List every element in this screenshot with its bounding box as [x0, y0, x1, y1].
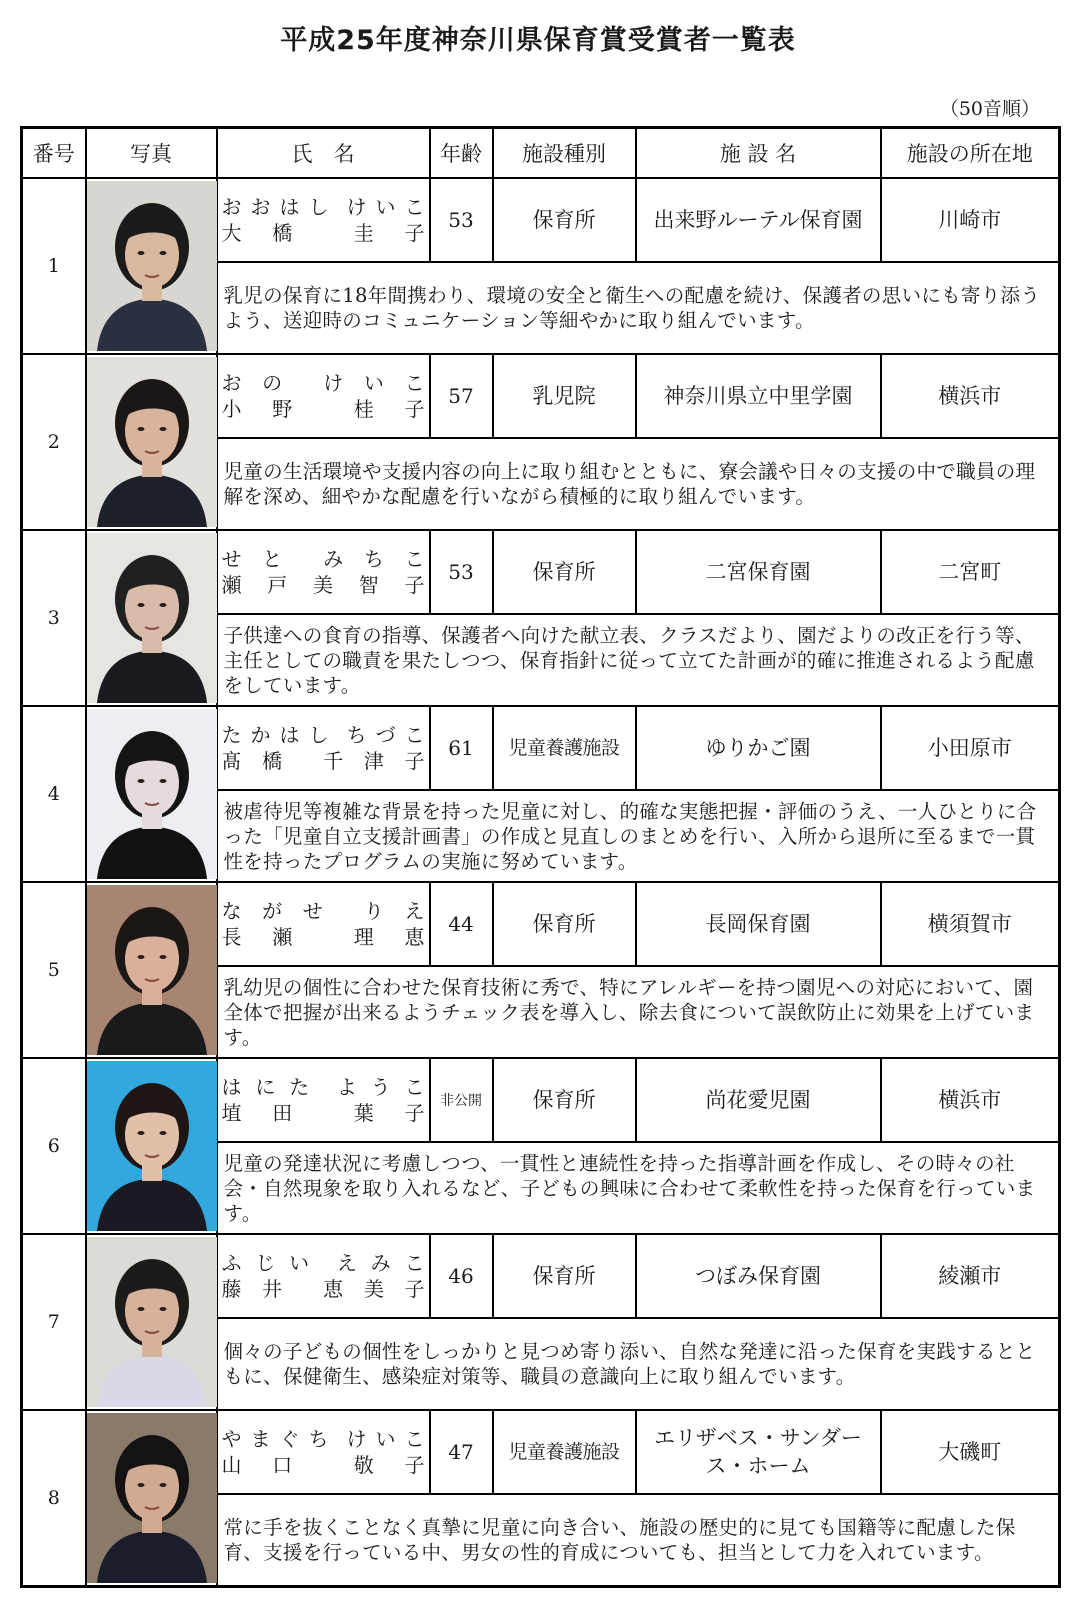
name-reading [222, 1074, 425, 1100]
header-name: 氏 名 [217, 128, 430, 179]
recipient-description: 乳幼児の個性に合わせた保育技術に秀で、特にアレルギーを持つ園児への対応において、園全体で把握が出来るようチェック表を導入し、除去食について誤飲防止に効果を上げています。 [217, 966, 1060, 1058]
recipient-name [217, 1410, 430, 1494]
header-facility-name: 施 設 名 [636, 128, 881, 179]
name-reading-char: こ [404, 1075, 425, 1099]
name-reading [222, 546, 425, 572]
recipient-photo [86, 1058, 217, 1234]
name-kanji-char: 美 [363, 1277, 384, 1301]
header-number: 番号 [22, 128, 86, 179]
name-kanji-char: 髙 [221, 749, 242, 773]
recipient-photo [86, 882, 217, 1058]
recipient-row [22, 354, 1060, 438]
recipient-description: 個々の子どもの個性をしっかりと見つめ寄り添い、自然な発達に沿った保育を実践するとともに、保健衛生、感染症対策等、職員の意識向上に取り組んでいます。 [217, 1318, 1060, 1410]
recipient-description: 児童の発達状況に考慮しつつ、一貫性と連続性を持った指導計画を作成し、その時々の社会・自然現象を取り入れるなど、子どもの興味に合わせて柔軟性を持った保育を行っています。 [217, 1142, 1060, 1234]
recipient-photo [86, 1410, 217, 1587]
name-reading-char: お [250, 195, 271, 219]
recipient-row [22, 706, 1060, 790]
name-reading-char: は [279, 723, 300, 747]
name-reading-char: ち [308, 1427, 329, 1451]
portrait-image [87, 709, 217, 879]
header-row [22, 128, 1060, 179]
name-reading [222, 194, 425, 220]
name-reading-char: え [404, 899, 425, 923]
recipient-name [217, 1058, 430, 1142]
recipient-name [217, 882, 430, 966]
name-kanji-char: 戸 [267, 573, 288, 597]
recipient-row [22, 882, 1060, 966]
recipient-row [22, 1410, 1060, 1494]
recipient-age: 46 [430, 1234, 493, 1318]
recipient-description: 児童の生活環境や支援内容の向上に取り組むとともに、寮会議や日々の支援の中で職員の理解を深め、細やかな配慮を行いながら積極的に取り組んでいます。 [217, 438, 1060, 530]
portrait-image [87, 533, 217, 703]
name-kanji-char: 美 [313, 573, 333, 597]
name-kanji [222, 572, 425, 598]
facility-type: 乳児院 [493, 354, 636, 438]
name-kanji-char: 井 [262, 1277, 283, 1301]
recipient-number: 6 [22, 1058, 86, 1234]
name-reading-char: こ [404, 195, 425, 219]
name-kanji-char: 智 [358, 573, 379, 597]
name-reading-char: ぐ [279, 1427, 300, 1451]
header-location: 施設の所在地 [881, 128, 1060, 179]
name-kanji-char: 子 [404, 397, 425, 421]
name-kanji-char: 長 [221, 925, 242, 949]
name-reading-char: よ [336, 1075, 357, 1099]
name-kanji-char: 橋 [272, 221, 293, 245]
name-reading-char: り [363, 899, 384, 923]
recipient-number: 8 [22, 1410, 86, 1587]
name-kanji-char: 子 [404, 1277, 425, 1301]
name-kanji-char: 理 [353, 925, 374, 949]
recipient-number: 3 [22, 530, 86, 706]
name-reading-char: こ [404, 547, 425, 571]
recipient-description: 常に手を抜くことなく真摯に児童に向き合い、施設の歴史的に見ても国籍等に配慮した保育、支援を行っている中、男女の性的育成についても、担当として力を入れています。 [217, 1494, 1060, 1587]
portrait-image [87, 1413, 217, 1583]
recipient-age: 53 [430, 178, 493, 262]
facility-type: 児童養護施設 [493, 1410, 636, 1494]
name-kanji [222, 220, 425, 246]
recipient-photo [86, 530, 217, 706]
recipient-age: 53 [430, 530, 493, 614]
name-kanji [222, 396, 425, 422]
name-kanji-char: 敬 [353, 1453, 374, 1477]
name-reading-char: み [323, 547, 344, 571]
name-reading-char: と [262, 547, 283, 571]
recipient-photo [86, 354, 217, 530]
name-kanji [222, 924, 425, 950]
name-kanji-char: 子 [404, 749, 425, 773]
page-title: 平成25年度神奈川県保育賞受賞者一覧表 [280, 25, 796, 56]
name-reading-char: い [289, 1251, 310, 1275]
name-kanji-char: 恵 [323, 1277, 344, 1301]
name-kanji-char: 小 [221, 397, 242, 421]
name-kanji-char: 子 [404, 573, 425, 597]
name-reading-char: せ [221, 547, 242, 571]
recipient-row [22, 178, 1060, 262]
name-reading-char: う [370, 1075, 391, 1099]
name-reading-char: お [221, 371, 242, 395]
facility-name: 長岡保育園 [636, 882, 881, 966]
name-reading-char: が [262, 899, 283, 923]
name-kanji-char: 圭 [353, 221, 374, 245]
recipient-number: 4 [22, 706, 86, 882]
name-reading [222, 1426, 425, 1452]
header-facility-type: 施設種別 [493, 128, 636, 179]
name-kanji-char: 子 [404, 1101, 425, 1125]
recipient-photo [86, 706, 217, 882]
recipient-number: 1 [22, 178, 86, 354]
name-reading-char: い [375, 195, 396, 219]
name-reading-char: ま [250, 1427, 271, 1451]
recipient-row [22, 1058, 1060, 1142]
portrait-image [87, 181, 217, 351]
name-kanji-char: 口 [272, 1453, 293, 1477]
portrait-image [87, 1237, 217, 1407]
facility-name: 神奈川県立中里学園 [636, 354, 881, 438]
name-reading-char: こ [404, 723, 425, 747]
name-kanji-char: 橋 [262, 749, 283, 773]
recipient-name [217, 706, 430, 790]
name-kanji-char: 大 [221, 221, 242, 245]
recipient-name [217, 1234, 430, 1318]
name-reading-char: い [363, 371, 384, 395]
facility-location: 横須賀市 [881, 882, 1060, 966]
facility-location: 綾瀬市 [881, 1234, 1060, 1318]
facility-location: 二宮町 [881, 530, 1060, 614]
facility-name: エリザベス・サンダース・ホーム [636, 1410, 881, 1494]
name-kanji-char: 千 [323, 749, 344, 773]
name-kanji-char: 埴 [221, 1101, 242, 1125]
name-reading-char: ふ [221, 1251, 242, 1275]
name-reading [222, 898, 425, 924]
facility-type: 保育所 [493, 530, 636, 614]
facility-name: 二宮保育園 [636, 530, 881, 614]
recipient-description: 乳児の保育に18年間携わり、環境の安全と衛生への配慮を続け、保護者の思いにも寄り添うよう、送迎時のコミュニケーション等細やかに取り組んでいます。 [217, 262, 1060, 354]
recipient-age: 非公開 [430, 1058, 493, 1142]
name-kanji-char: 瀬 [221, 573, 242, 597]
name-kanji-char: 恵 [404, 925, 425, 949]
name-kanji-char: 子 [404, 221, 425, 245]
header-photo: 写真 [86, 128, 217, 179]
name-reading-char: け [346, 1427, 367, 1451]
name-kanji [222, 1276, 425, 1302]
name-kanji [222, 748, 425, 774]
name-reading-char: ち [346, 723, 367, 747]
facility-name: 尚花愛児園 [636, 1058, 881, 1142]
recipient-photo [86, 178, 217, 354]
recipients-table [20, 126, 1061, 1588]
recipient-number: 5 [22, 882, 86, 1058]
name-reading [222, 722, 425, 748]
name-kanji [222, 1452, 425, 1478]
name-reading-char: え [336, 1251, 357, 1275]
recipient-age: 44 [430, 882, 493, 966]
facility-location: 川崎市 [881, 178, 1060, 262]
name-reading-char: し [308, 195, 329, 219]
recipient-age: 47 [430, 1410, 493, 1494]
name-kanji-char: 田 [272, 1101, 293, 1125]
facility-type: 保育所 [493, 178, 636, 262]
name-kanji-char: 瀬 [272, 925, 293, 949]
name-reading-char: は [221, 1075, 242, 1099]
name-reading-char: づ [375, 723, 396, 747]
facility-location: 小田原市 [881, 706, 1060, 790]
recipient-name [217, 178, 430, 262]
name-reading-char: や [221, 1427, 242, 1451]
name-kanji [222, 1100, 425, 1126]
name-reading-char: お [221, 195, 242, 219]
name-reading-char: け [346, 195, 367, 219]
name-reading-char: か [250, 723, 271, 747]
name-reading-char: み [370, 1251, 391, 1275]
facility-type: 児童養護施設 [493, 706, 636, 790]
portrait-image [87, 885, 217, 1055]
name-reading-char: の [262, 371, 283, 395]
name-reading-char: じ [255, 1251, 276, 1275]
sort-order-note: （50音順） [939, 98, 1040, 120]
facility-location: 大磯町 [881, 1410, 1060, 1494]
name-kanji-char: 藤 [221, 1277, 242, 1301]
name-reading-char: し [308, 723, 329, 747]
name-kanji-char: 子 [404, 1453, 425, 1477]
facility-name: ゆりかご園 [636, 706, 881, 790]
header-age: 年齢 [430, 128, 493, 179]
name-reading-char: た [289, 1075, 310, 1099]
recipient-name [217, 530, 430, 614]
name-reading [222, 1250, 425, 1276]
facility-name: 出来野ルーテル保育園 [636, 178, 881, 262]
name-kanji-char: 桂 [353, 397, 374, 421]
name-reading-char: ち [363, 547, 384, 571]
name-kanji-char: 葉 [353, 1101, 374, 1125]
name-reading [222, 370, 425, 396]
facility-type: 保育所 [493, 1058, 636, 1142]
name-reading-char: な [221, 899, 242, 923]
recipient-name [217, 354, 430, 438]
name-reading-char: こ [404, 1251, 425, 1275]
recipient-description: 被虐待児等複雑な背景を持った児童に対し、的確な実態把握・評価のうえ、一人ひとりに合った「児童自立支援計画書」の作成と見直しのまとめを行い、入所から退所に至るまで一貫性を持ったプログラムの実施に努めています。 [217, 790, 1060, 882]
facility-location: 横浜市 [881, 1058, 1060, 1142]
name-kanji-char: 野 [272, 397, 293, 421]
recipient-number: 7 [22, 1234, 86, 1410]
facility-type: 保育所 [493, 1234, 636, 1318]
recipient-photo [86, 1234, 217, 1410]
portrait-image [87, 1061, 217, 1231]
name-reading-char: に [255, 1075, 276, 1099]
facility-name: つぼみ保育園 [636, 1234, 881, 1318]
recipient-row [22, 530, 1060, 614]
name-reading-char: け [323, 371, 344, 395]
recipient-number: 2 [22, 354, 86, 530]
name-reading-char: こ [404, 371, 425, 395]
name-kanji-char: 津 [363, 749, 384, 773]
facility-type: 保育所 [493, 882, 636, 966]
name-reading-char: い [375, 1427, 396, 1451]
name-reading-char: せ [302, 899, 323, 923]
name-reading-char: た [221, 723, 242, 747]
recipient-age: 57 [430, 354, 493, 438]
portrait-image [87, 357, 217, 527]
recipient-description: 子供達への食育の指導、保護者へ向けた献立表、クラスだより、園だよりの改正を行う等、主任としての職責を果たしつつ、保育指針に従って立てた計画が的確に推進されるよう配慮をしています。 [217, 614, 1060, 706]
facility-location: 横浜市 [881, 354, 1060, 438]
recipient-age: 61 [430, 706, 493, 790]
recipient-row [22, 1234, 1060, 1318]
name-reading-char: こ [404, 1427, 425, 1451]
name-reading-char: は [279, 195, 300, 219]
name-kanji-char: 山 [221, 1453, 242, 1477]
